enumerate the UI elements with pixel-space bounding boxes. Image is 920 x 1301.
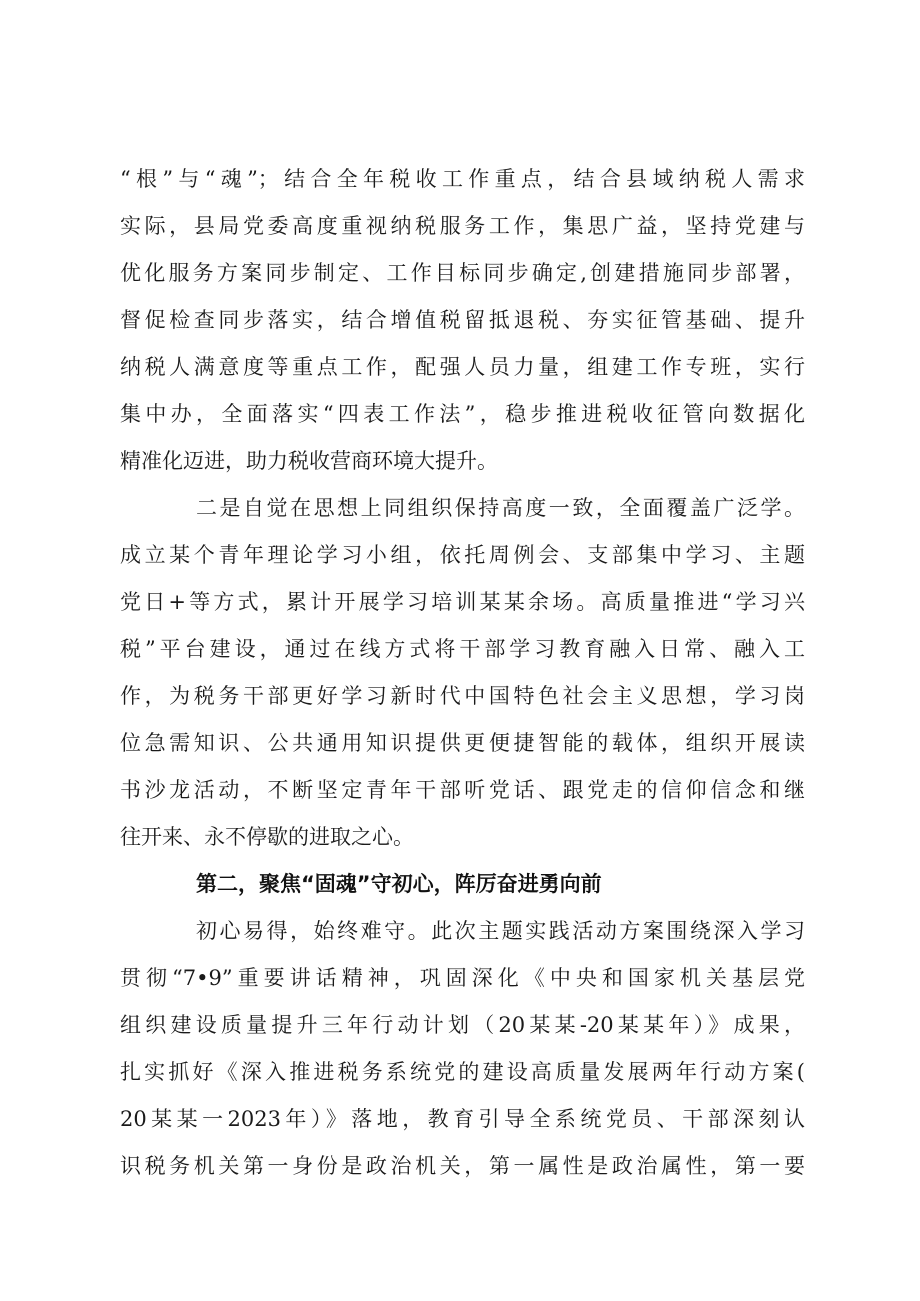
paragraph-line: 精准化迈进，助力税收营商环境大提升。 [120, 449, 498, 473]
paragraph-line: “根”与“魂”；结合全年税收工作重点，结合县域纳税人需求 [120, 167, 805, 191]
paragraph-line: 作，为税务干部更好学习新时代中国特色社会主义思想，学习岗 [120, 684, 805, 708]
paragraph-line: 纳税人满意度等重点工作，配强人员力量，组建工作专班，实行 [120, 355, 805, 379]
paragraph-line: 督促检查同步落实，结合增值税留抵退税、夯实征管基础、提升 [120, 308, 805, 332]
paragraph-line: 二是自觉在思想上同组织保持高度一致，全面覆盖广泛学。 [196, 496, 805, 520]
paragraph-line: 位急需知识、公共通用知识提供更便捷智能的载体，组织开展读 [120, 731, 805, 755]
paragraph-line: 扎实抓好《深入推进税务系统党的建设高质量发展两年行动方案( [120, 1060, 805, 1084]
paragraph-line: 识税务机关第一身份是政治机关，第一属性是政治属性，第一要 [120, 1154, 805, 1178]
paragraph-line: 优化服务方案同步制定、工作目标同步确定,创建措施同步部署， [120, 261, 805, 285]
paragraph-line: 成立某个青年理论学习小组，依托周例会、支部集中学习、主题 [120, 543, 805, 567]
paragraph-line: 实际，县局党委高度重视纳税服务工作，集思广益，坚持党建与 [120, 214, 805, 238]
paragraph-line: 初心易得，始终难守。此次主题实践活动方案围绕深入学习 [196, 919, 805, 943]
paragraph-line: 税”平台建设，通过在线方式将干部学习教育融入日常、融入工 [120, 637, 805, 661]
paragraph-line: 20某某一2023年）》落地，教育引导全系统党员、干部深刻认 [120, 1107, 805, 1131]
paragraph-line: 贯彻“7•9”重要讲话精神，巩固深化《中央和国家机关基层党 [120, 966, 805, 990]
paragraph-line: 集中办，全面落实“四表工作法”，稳步推进税收征管向数据化 [120, 402, 805, 426]
paragraph-line: 往开来、永不停歇的进取之心。 [120, 825, 414, 849]
section-heading: 第二，聚焦“固魂”守初心，阵厉奋进勇向前 [196, 872, 602, 896]
paragraph-line: 组织建设质量提升三年行动计划（20某某-20某某年）》成果， [120, 1013, 805, 1037]
paragraph-line: 党日+等方式，累计开展学习培训某某余场。高质量推进“学习兴 [120, 590, 805, 614]
paragraph-line: 书沙龙活动，不断坚定青年干部听党话、跟党走的信仰信念和继 [120, 778, 805, 802]
